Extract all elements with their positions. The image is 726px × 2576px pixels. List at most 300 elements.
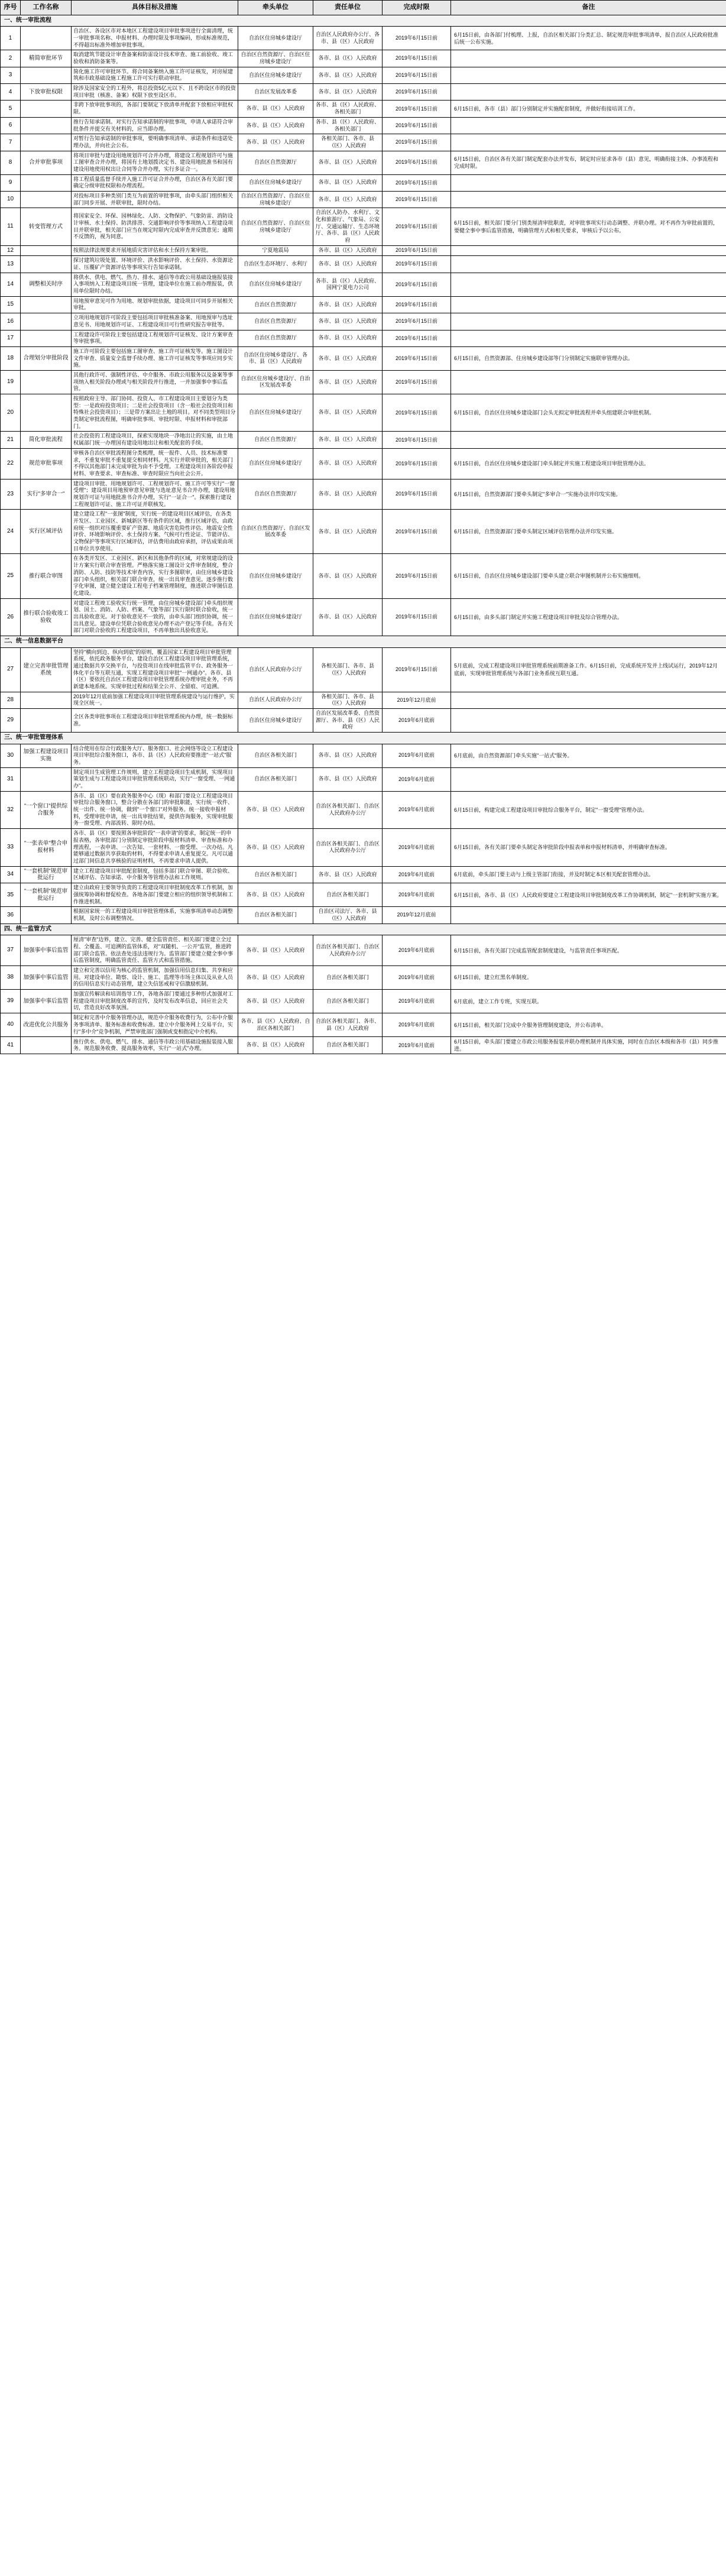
- row-lead-org: 各市、县（区）人民政府: [238, 829, 313, 866]
- table-row: [1, 84, 726, 101]
- row-responsible-org: 各市、县（区）人民政府: [313, 245, 383, 256]
- row-note: 6月15日前，由多头部门制定并实施工程建设项目审批及综合管理办法。: [451, 598, 726, 636]
- row-note: 6月15日前，相关部门完成中介服务管理制度建设，并公布清单。: [451, 1013, 726, 1037]
- table-row: [1, 27, 726, 50]
- row-work-name: [21, 1037, 72, 1054]
- table-row: [1, 117, 726, 134]
- row-note: 6月15日前，自治区住房城乡建设部门要牵头建立联合审图机制并公布实施细则。: [451, 554, 726, 598]
- row-responsible-org: 各市、县（区）人民政府: [313, 394, 383, 432]
- row-note: 6月底前，牵头部门要主动与上级主管部门衔接，并及时制定本区相关配套管理办法。: [451, 866, 726, 883]
- row-measure: 各市、县（区）要按照各审批阶段"一表申请"的要求，制定统一的申报表格，各审批部门分别制定审批阶段申报材料清单、审查标准和办理流程，一表申请、一次告知、一套材料、一窗受理、一次办结。凡能够通过数据共享获取的材料，不得要求申请人重复提交。凡可以通过部门间信息共享核验的证明材料，不再要求申请人提供。: [72, 829, 238, 866]
- section-header-row: [1, 15, 726, 27]
- table-row: [1, 907, 726, 924]
- table-row: [1, 50, 726, 67]
- document-page: [0, 0, 726, 1054]
- row-work-name: 加强事中事后监管: [21, 990, 72, 1013]
- row-note: [451, 174, 726, 191]
- header-note: 备注: [451, 1, 726, 15]
- row-deadline: 2019年6月15日前: [383, 273, 451, 296]
- row-responsible-org: 各市、县（区）人民政府: [313, 432, 383, 448]
- row-lead-org: 自治区各相关部门: [238, 744, 313, 767]
- row-measure: 制定项目生成管理工作规则，建立工程建设项目生成机制，实现项目策划生成与工程建设项目审批管理系统联动，实行"一窗受理、一网通办"。: [72, 767, 238, 791]
- table-row: [1, 966, 726, 990]
- row-deadline: 2019年6月底前: [383, 883, 451, 907]
- row-note: 6月15日前，各有关部门要牵头制定各审批阶段申报表单和申报材料清单，并明确审查标准。: [451, 829, 726, 866]
- header-name: 工作名称: [21, 1, 72, 15]
- row-num: 11: [1, 208, 21, 245]
- table-row: [1, 647, 726, 692]
- row-measure: 坚持"横向到边、纵向到底"的原则，覆盖国家工程建设项目审批管理系统，依托政务服务平台，建设自治区工程建设项目审批管理系统，通过数据共享交换平台，与投资项目在线审批监管平台、政务服务一体化平台等互联互通，实现工程建设项目审批"一网通办"。各市、县（区）要依托自治区工程建设项目审批管理系统办理审批业务，不再新建本地系统。实现审批过程和结果全公开、全留痕、可追溯。: [72, 647, 238, 692]
- table-body: [1, 15, 726, 1054]
- table-row: [1, 432, 726, 448]
- row-lead-org: 各市、县（区）人民政府: [238, 990, 313, 1013]
- row-measure: 2019年12月底前加强工程建设项目审批管理系统建设与运行维护，实现全区统一。: [72, 692, 238, 708]
- row-work-name: [21, 134, 72, 151]
- row-deadline: 2019年6月底前: [383, 935, 451, 966]
- row-responsible-org: 自治区人防办、水利厅、文化和旅游厅、气象局、公安厅、交通运输厅、生态环境厅、各市、县（区）人民政府: [313, 208, 383, 245]
- row-responsible-org: 各市、县（区）人民政府: [313, 50, 383, 67]
- row-num: 6: [1, 117, 21, 134]
- row-deadline: 2019年6月15日前: [383, 479, 451, 510]
- row-num: 38: [1, 966, 21, 990]
- row-lead-org: 自治区住房城乡建设厅: [238, 448, 313, 479]
- row-measure: 取消建筑节能设计审查备案和防雷设计技术审查、施工前验收、竣工验收和消防备案等。: [72, 50, 238, 67]
- row-note: [451, 296, 726, 313]
- row-num: 36: [1, 907, 21, 924]
- row-num: 13: [1, 256, 21, 273]
- row-lead-org: 自治区自然资源厅、自治区住房城乡建设厅: [238, 50, 313, 67]
- table-row: [1, 883, 726, 907]
- row-deadline: 2019年6月15日前: [383, 510, 451, 554]
- row-deadline: 2019年6月15日前: [383, 67, 451, 83]
- table-row: [1, 256, 726, 273]
- row-note: 6月15日前，由各部门付梳理、上报，自治区相关部门分类汇总、制定规范审批事项清单，报自治区人民政府批准后统一公布实施。: [451, 27, 726, 50]
- row-num: 22: [1, 448, 21, 479]
- row-lead-org: 自治区自然资源厅、自治区发展改革委: [238, 510, 313, 554]
- row-responsible-org: 各市、县（区）人民政府: [313, 554, 383, 598]
- row-responsible-org: 各市、县（区）人民政府: [313, 67, 383, 83]
- row-responsible-org: 各市、县（区）人民政府: [313, 479, 383, 510]
- row-responsible-org: 自治区各相关部门: [313, 883, 383, 907]
- row-responsible-org: 自治区各相关部门、各市、县（区）人民政府: [313, 1013, 383, 1037]
- row-measure: 其他行政许可、强制性评估、中介服务、市政公用服务以及备案等事项纳入相关阶段办理或与相关阶段并行推进，一并加强事中事后监管。: [72, 370, 238, 394]
- row-responsible-org: 各市、县（区）人民政府: [313, 346, 383, 370]
- row-responsible-org: 自治区发展改革委、自然资源厅、各市、县（区）人民政府: [313, 709, 383, 733]
- row-measure: 推行供水、供电、燃气、排水、通信等市政公用基础设施报装接入服务。规范服务收费、提高服务效率，实行"一站式"办理。: [72, 1037, 238, 1054]
- row-responsible-org: 自治区各相关部门: [313, 1037, 383, 1054]
- row-measure: 将国家安全、环保、园林绿化、人防、文物保护、气象防雷、消防设计审核、水土保持、防洪排涝、交通影响评价等事项纳入工程建设项目并联审批，相关部门应当在规定时限内完成审查并反馈意见；逾期不反馈的，视为同意。: [72, 208, 238, 245]
- row-note: 6月15日前，构建完成工程建设项目审批综合服务平台，制定"一窗受理"管理办法。: [451, 791, 726, 828]
- row-note: [451, 245, 726, 256]
- row-num: 18: [1, 346, 21, 370]
- row-num: 12: [1, 245, 21, 256]
- row-lead-org: 各市、县（区）人民政府: [238, 966, 313, 990]
- table-row: [1, 151, 726, 174]
- row-lead-org: 各市、县（区）人民政府: [238, 134, 313, 151]
- row-note: 6月15日前，自治区住房城乡建设部门牵头制定并实施工程建设项目审批管理办法。: [451, 448, 726, 479]
- row-note: 6月底前，建立工作专班，实现互联。: [451, 990, 726, 1013]
- header-date: 完成时限: [383, 1, 451, 15]
- row-work-name: 加强事中事后监管: [21, 935, 72, 966]
- row-work-name: 推行联合审图: [21, 554, 72, 598]
- row-deadline: 2019年6月底前: [383, 1013, 451, 1037]
- row-num: 2: [1, 50, 21, 67]
- row-measure: 根据国家统一的工程建设项目审批管理体系，实施事项清单动态调整机制，及时公布调整情况。: [72, 907, 238, 924]
- row-responsible-org: 各相关部门、各市、县（区）人民政府: [313, 647, 383, 692]
- row-responsible-org: 各市、县（区）人民政府: [313, 313, 383, 330]
- row-deadline: 2019年6月底前: [383, 1037, 451, 1054]
- row-measure: 建立由政府主要领导负责的工程建设项目审批制度改革工作机制，加强统筹协调和督促检查。各地各部门要建立相应的组织领导机制和工作推进机制。: [72, 883, 238, 907]
- row-lead-org: 自治区住房城乡建设厅: [238, 67, 313, 83]
- row-num: 21: [1, 432, 21, 448]
- row-work-name: 合并审批事项: [21, 151, 72, 174]
- row-measure: 建设项目审批、用地规划许可、工程规划许可、施工许可等实行"一窗受理"；建设项目用地预审意见审批与选址意见书合并办理，建设用地规划许可证与用地批准书合并办理，实行"一证合一"。探索推行建设工程规划许可证、施工许可证并联核发。: [72, 479, 238, 510]
- row-lead-org: 自治区自然资源厅: [238, 479, 313, 510]
- row-responsible-org: 自治区司法厅、各市、县（区）人民政府: [313, 907, 383, 924]
- row-measure: 对暂行告知承诺制的审批事项，要明确事项清单、承诺条件和违诺处理办法，并向社会公布。: [72, 134, 238, 151]
- row-deadline: 2019年12月底前: [383, 907, 451, 924]
- row-note: [451, 273, 726, 296]
- row-deadline: 2019年6月15日前: [383, 554, 451, 598]
- row-responsible-org: 各市、县（区）人民政府: [313, 866, 383, 883]
- row-work-name: [21, 174, 72, 191]
- row-deadline: 2019年6月15日前: [383, 432, 451, 448]
- table-row: [1, 479, 726, 510]
- row-work-name: 规范审批事项: [21, 448, 72, 479]
- row-work-name: 加强事中事后监管: [21, 966, 72, 990]
- row-measure: 按照法律法规要求开展地质灾害评估和水土保持方案审批。: [72, 245, 238, 256]
- row-work-name: "一套机制"规范审批运行: [21, 866, 72, 883]
- row-lead-org: 自治区各相关部门: [238, 907, 313, 924]
- row-note: 6月15日前，自然资源部门要牵头制定"多审合一"实施办法并印发实施。: [451, 479, 726, 510]
- row-note: 6月15日前，各有关部门完成监管配套制度建设，与监管责任事项匹配。: [451, 935, 726, 966]
- section-header-row: [1, 924, 726, 935]
- row-measure: 结合使用在综合行政服务大厅、服务窗口、社会网络等设立工程建设项目审批综合服务窗口，各市、县（区）人民政府要推进"一站式"服务。: [72, 744, 238, 767]
- row-deadline: 2019年6月15日前: [383, 192, 451, 208]
- row-deadline: 2019年6月15日前: [383, 346, 451, 370]
- row-lead-org: 自治区生态环境厅、水利厅: [238, 256, 313, 273]
- row-work-name: 合理划分审批阶段: [21, 346, 72, 370]
- row-responsible-org: 自治区各相关部门、自治区人民政府办公厅: [313, 935, 383, 966]
- row-note: [451, 330, 726, 346]
- row-responsible-org: 各市、县（区）人民政府: [313, 174, 383, 191]
- row-num: 19: [1, 370, 21, 394]
- table-row: [1, 829, 726, 866]
- row-lead-org: 自治区住房城乡建设厅: [238, 174, 313, 191]
- row-responsible-org: 各市、县（区）人民政府: [313, 744, 383, 767]
- row-num: 1: [1, 27, 21, 50]
- row-responsible-org: 各市、县（区）人民政府: [313, 192, 383, 208]
- row-deadline: 2019年6月15日前: [383, 84, 451, 101]
- row-work-name: 改进优化公共服务: [21, 1013, 72, 1037]
- header-row: [1, 1, 726, 15]
- row-measure: 工程建设许可阶段主要包括建设工程规划许可证核发、设计方案审查等审批事项。: [72, 330, 238, 346]
- row-deadline: 2019年6月15日前: [383, 50, 451, 67]
- row-work-name: 调整相关时序: [21, 273, 72, 296]
- row-num: 26: [1, 598, 21, 636]
- table-row: [1, 510, 726, 554]
- row-work-name: 简化审批流程: [21, 432, 72, 448]
- section-title: 二、统一信息数据平台: [1, 636, 726, 648]
- table-row: [1, 313, 726, 330]
- row-lead-org: 自治区住房城乡建设厅: [238, 27, 313, 50]
- row-measure: 用地预审意见可作为用地、规划审批依据，建设项目可同步开展相关审批。: [72, 296, 238, 313]
- table-row: [1, 709, 726, 733]
- row-lead-org: 各市、县（区）人民政府、自治区各相关部门: [238, 1013, 313, 1037]
- row-lead-org: 各市、县（区）人民政府: [238, 101, 313, 117]
- row-responsible-org: 各市、县（区）人民政府: [313, 370, 383, 394]
- row-num: 4: [1, 84, 21, 101]
- row-deadline: 2019年6月15日前: [383, 296, 451, 313]
- row-work-name: [21, 245, 72, 256]
- row-deadline: 2019年6月15日前: [383, 174, 451, 191]
- row-num: 30: [1, 744, 21, 767]
- table-row: [1, 174, 726, 191]
- table-row: [1, 273, 726, 296]
- row-lead-org: 各市、县（区）人民政府: [238, 117, 313, 134]
- row-work-name: [21, 692, 72, 708]
- table-row: [1, 744, 726, 767]
- row-lead-org: 自治区各相关部门: [238, 767, 313, 791]
- row-deadline: 2019年6月底前: [383, 709, 451, 733]
- row-num: 9: [1, 174, 21, 191]
- row-note: [451, 709, 726, 733]
- row-measure: 在各类开发区、工业园区、新区和其他条件的区域，对常规建设的设计方案实行联合审查管理。严格落实施工图设计文件审查制度，整合消防、人防、技防等技术审查内容，实行多图联审，由住房城乡建设部门牵头组织，相关部门联合审查，统一出具审查意见。逐步推行数字化审图，建立健全建设工程电子档案管理制度，推进联合审图信息化建设。: [72, 554, 238, 598]
- row-work-name: [21, 27, 72, 50]
- row-work-name: [21, 907, 72, 924]
- row-work-name: [21, 192, 72, 208]
- row-measure: 全区各类审批事项在工程建设项目审批管理系统内办理，统一数据标准。: [72, 709, 238, 733]
- row-deadline: 2019年6月15日前: [383, 330, 451, 346]
- row-measure: 厘清"审查"边界，建立、完善、健全监管责任、相关部门要建立全过程、全覆盖、可追溯的监管体系，对"双随机、一公开"监管，推进跨部门联合监管。依法查处违法违规行为。监管部门要建立健全事中事后监管制度，明确监管责任、监管方式和监管措施。: [72, 935, 238, 966]
- row-deadline: 2019年6月15日前: [383, 647, 451, 692]
- row-work-name: [21, 117, 72, 134]
- row-num: 17: [1, 330, 21, 346]
- table-header: [1, 1, 726, 15]
- row-lead-org: 自治区自然资源厅、自治区住房城乡建设厅: [238, 192, 313, 208]
- row-lead-org: 自治区自然资源厅: [238, 296, 313, 313]
- row-work-name: "一张表单"整合申报材料: [21, 829, 72, 866]
- table-row: [1, 791, 726, 828]
- row-lead-org: 自治区自然资源厅: [238, 432, 313, 448]
- row-responsible-org: 各市、县（区）人民政府: [313, 598, 383, 636]
- table-row: [1, 346, 726, 370]
- row-lead-org: 自治区发展改革委: [238, 84, 313, 101]
- row-num: 7: [1, 134, 21, 151]
- section-header-row: [1, 733, 726, 744]
- row-deadline: 2019年6月底前: [383, 767, 451, 791]
- table-row: [1, 134, 726, 151]
- row-lead-org: 自治区住房城乡建设厅: [238, 709, 313, 733]
- row-num: 37: [1, 935, 21, 966]
- row-num: 34: [1, 866, 21, 883]
- table-row: [1, 1013, 726, 1037]
- row-measure: 建立和完善以信用为核心的监管机制，加强信用信息归集、共享和应用。对建设单位、勘察、设计、施工、监理等市场主体以及从业人员的信用信息实行动态管理，建立失信惩戒和守信激励机制。: [72, 966, 238, 990]
- row-lead-org: 自治区自然资源厅: [238, 151, 313, 174]
- row-lead-org: 各市、县（区）人民政府: [238, 883, 313, 907]
- header-resp: 责任单位: [313, 1, 383, 15]
- row-num: 10: [1, 192, 21, 208]
- row-note: [451, 117, 726, 134]
- row-num: 39: [1, 990, 21, 1013]
- row-work-name: [21, 767, 72, 791]
- row-measure: 审核各自治区审批流程图分类梳理，统一报件、人员、技术标准要求，不重复审批不重复提交相同材料。凡实行并联审批的，相关部门不得以其他部门未完成审批为由不予受理。工程建设项目各阶段申报材料、审查要求、审查标准、审查时限应当向社会公开。: [72, 448, 238, 479]
- row-measure: 探讨建筑垃圾处置、环境评价、洪水影响评价、水土保持、水资源论证、压覆矿产资源评估等事项实行告知承诺制。: [72, 256, 238, 273]
- row-note: [451, 370, 726, 394]
- row-work-name: [21, 330, 72, 346]
- row-work-name: 建立完善审批管理系统: [21, 647, 72, 692]
- row-num: 32: [1, 791, 21, 828]
- row-note: 6月15日前，自治区住房城乡建设部门会头无拟定审批流程并牵头组建联合审批机制。: [451, 394, 726, 432]
- row-measure: 制定和完善中介服务管理办法，规范中介服务收费行为，公布中介服务事项清单、服务标准和收费标准。建立中介服务网上交易平台，实行"多中介"竞争机制，严禁审批部门强制或变相指定中介机构。: [72, 1013, 238, 1037]
- row-responsible-org: 各市、县（区）人民政府: [313, 84, 383, 101]
- row-responsible-org: 各市、县（区）人民政府: [313, 256, 383, 273]
- row-measure: 将工程质量监督手续并入施工许可证合并办理，自治区各有关部门要确定分级审批权限和办理流程。: [72, 174, 238, 191]
- row-responsible-org: 自治区人民政府办公厅、各市、县（区）人民政府: [313, 27, 383, 50]
- row-note: 6月15日前，自然资源部、住房城乡建设部等门分别制定实施联审管理办法。: [451, 346, 726, 370]
- row-responsible-org: 各市、县（区）人民政府: [313, 151, 383, 174]
- row-lead-org: 各市、县（区）人民政府: [238, 791, 313, 828]
- row-deadline: 2019年6月底前: [383, 744, 451, 767]
- header-org: 牵头单位: [238, 1, 313, 15]
- row-measure: 加强宣传解读和培训指导工作，各地各部门要通过多种形式加强对工程建设项目审批制度改革的宣传，及时发布改革信息，回应社会关切，营造良好改革氛围。: [72, 990, 238, 1013]
- row-work-name: 实行区域评估: [21, 510, 72, 554]
- row-work-name: [21, 256, 72, 273]
- row-note: 5月底前，完成工程建设项目审批管理系统前期准备工作。6月15日前，完成系统开发并上线试运行，2019年12月底前，实现审批管理系统与各部门业务系统互联互通。: [451, 647, 726, 692]
- row-deadline: 2019年6月底前: [383, 791, 451, 828]
- row-responsible-org: 自治区各相关部门、自治区人民政府办公厅: [313, 829, 383, 866]
- row-work-name: [21, 313, 72, 330]
- row-num: 5: [1, 101, 21, 117]
- row-deadline: 2019年6月15日前: [383, 208, 451, 245]
- row-deadline: 2019年6月15日前: [383, 245, 451, 256]
- row-note: 6月15日前，自然资源部门要牵头制定区域评估管理办法并印发实施。: [451, 510, 726, 554]
- table-row: [1, 1037, 726, 1054]
- row-work-name: [21, 101, 72, 117]
- row-deadline: 2019年6月15日前: [383, 256, 451, 273]
- row-note: 6月15日前，相关部门要分门别类厘清审批职责，对审批事项实行动态调整、并联办理。对不再作为审批前置的，要健全事中事后监管措施，明确管理方式和相关要求，审核后予以公布。: [451, 208, 726, 245]
- row-note: [451, 192, 726, 208]
- table-row: [1, 245, 726, 256]
- row-lead-org: 自治区人民政府办公厅: [238, 692, 313, 708]
- row-deadline: 2019年6月底前: [383, 866, 451, 883]
- row-work-name: [21, 67, 72, 83]
- row-work-name: [21, 709, 72, 733]
- row-note: [451, 134, 726, 151]
- row-measure: 将供水、供电、燃气、热力、排水、通信等市政公用基础设施报装接入事项纳入工程建设项目统一管理，建设单位在施工前办理报装，供用单位限时办结。: [72, 273, 238, 296]
- row-note: [451, 767, 726, 791]
- row-num: 15: [1, 296, 21, 313]
- row-num: 8: [1, 151, 21, 174]
- table-row: [1, 67, 726, 83]
- table-row: [1, 394, 726, 432]
- row-measure: 除涉及国家安全的工程外，将总投资5亿元以下、且不跨设区市的投资项目审批（核准、备案）权限下放至设区市。: [72, 84, 238, 101]
- row-num: 41: [1, 1037, 21, 1054]
- row-lead-org: 自治区住房城乡建设厅、自治区发展改革委: [238, 370, 313, 394]
- row-work-name: 下放审批权限: [21, 84, 72, 101]
- section-title: 一、统一审批流程: [1, 15, 726, 27]
- table-row: [1, 598, 726, 636]
- row-measure: 推行告知承诺制。对实行告知承诺制的审批事项，申请人承诺符合审批条件并提交有关材料的，应当即办理。: [72, 117, 238, 134]
- row-measure: 施工许可阶段主要包括施工图审查、施工许可证核发等。施工图设计文件审查、质量安全监督手续办理、施工许可证核发等事项应同步实施。: [72, 346, 238, 370]
- table-row: [1, 767, 726, 791]
- row-deadline: 2019年6月15日前: [383, 117, 451, 134]
- row-deadline: 2019年6月15日前: [383, 101, 451, 117]
- row-responsible-org: 各相关部门、各市、县（区）人民政府: [313, 134, 383, 151]
- row-deadline: 2019年6月15日前: [383, 134, 451, 151]
- row-measure: 建立工程建设项目审批配套制度，包括多部门联合审图、联合验收、区域评估、告知承诺、中介服务等管理办法和工作规则。: [72, 866, 238, 883]
- row-measure: 社会投资的工程建设项目，探索实现地块一净地出让的实施，由土地权属部门统一办理国有建设用地出让和相关配套的手续。: [72, 432, 238, 448]
- table-row: [1, 101, 726, 117]
- row-deadline: 2019年6月15日前: [383, 448, 451, 479]
- header-num: 序号: [1, 1, 21, 15]
- row-note: [451, 84, 726, 101]
- row-note: [451, 692, 726, 708]
- row-num: 35: [1, 883, 21, 907]
- row-deadline: 2019年6月15日前: [383, 27, 451, 50]
- table-row: [1, 192, 726, 208]
- row-deadline: 2019年12月底前: [383, 692, 451, 708]
- row-responsible-org: 自治区各相关部门: [313, 990, 383, 1013]
- row-note: 6月底前，由自然资源部门牵头实施"一站式"服务。: [451, 744, 726, 767]
- table-row: [1, 866, 726, 883]
- row-num: 14: [1, 273, 21, 296]
- row-lead-org: 自治区自然资源厅: [238, 313, 313, 330]
- row-deadline: 2019年6月15日前: [383, 598, 451, 636]
- row-lead-org: 宁夏地震局: [238, 245, 313, 256]
- row-measure: 将项目审批与建设用地规划许可合并办理，将建设工程规划许可与施工图审查合并办理，将国有土地划拨决定书、建设用地批准书和国有建设用地使用权出让合同等合并办理，实行多证合一。: [72, 151, 238, 174]
- table-row: [1, 208, 726, 245]
- row-responsible-org: 各市、县（区）人民政府: [313, 510, 383, 554]
- row-work-name: "一套机制"规范审批运行: [21, 883, 72, 907]
- row-note: [451, 256, 726, 273]
- row-responsible-org: 各市、县（区）人民政府: [313, 330, 383, 346]
- row-note: [451, 67, 726, 83]
- row-deadline: 2019年6月底前: [383, 990, 451, 1013]
- row-num: 23: [1, 479, 21, 510]
- row-lead-org: 自治区人民政府办公厅: [238, 647, 313, 692]
- row-measure: 建立建设工程"一张图"制度，实行统一的建设项目区域评估，在各类开发区、工业园区、新城新区等有条件的区域，推行区域评估，由政府统一组织对压覆重要矿产资源、地质灾害危险性评估、地震安全性评价、环境影响评价、水土保持方案、气候可行性论证、节能评估、文物保护等事项实行区域评估，评估费用由政府承担，评估成果由项目单位共享使用。: [72, 510, 238, 554]
- row-num: 27: [1, 647, 21, 692]
- section-title: 四、统一监管方式: [1, 924, 726, 935]
- row-num: 25: [1, 554, 21, 598]
- row-deadline: 2019年6月15日前: [383, 394, 451, 432]
- row-lead-org: 自治区住房城乡建设厅: [238, 273, 313, 296]
- row-lead-org: 自治区自然资源厅: [238, 330, 313, 346]
- row-note: 6月15日前，各市、县（区）人民政府要建立工程建设项目审批制度改革工作协调机制，制定"一套机制"实施方案。: [451, 883, 726, 907]
- row-work-name: 加强工程建设项目实施: [21, 744, 72, 767]
- header-measure: 具体目标及措施: [72, 1, 238, 15]
- row-note: 6月15日前，牵头部门要建立市政公用服务报装并联办理机制并具体实施，同时在自治区本级和各市（县）同步推进。: [451, 1037, 726, 1054]
- row-num: 33: [1, 829, 21, 866]
- row-lead-org: 自治区各相关部门: [238, 866, 313, 883]
- row-measure: 自治区、各设区市对本地区工程建设项目审批事项进行全面清理，统一审批事项名称、申报材料、办理时限及事项编码，形成标准规范，不得超出标准外增加审批事项。: [72, 27, 238, 50]
- row-lead-org: 各市、县（区）人民政府: [238, 1037, 313, 1054]
- row-num: 3: [1, 67, 21, 83]
- row-note: [451, 432, 726, 448]
- table-row: [1, 448, 726, 479]
- row-responsible-org: 自治区各相关部门: [313, 966, 383, 990]
- row-responsible-org: 各市、县（区）人民政府: [313, 448, 383, 479]
- row-deadline: 2019年6月15日前: [383, 151, 451, 174]
- row-work-name: 精简审批环节: [21, 50, 72, 67]
- row-deadline: 2019年6月底前: [383, 966, 451, 990]
- row-num: 28: [1, 692, 21, 708]
- row-num: 20: [1, 394, 21, 432]
- table-row: [1, 990, 726, 1013]
- section-title: 三、统一审批管理体系: [1, 733, 726, 744]
- row-measure: 对建设工程竣工验收实行统一管理，由住房城乡建设部门牵头组织规划、国土、消防、人防、档案、气象等部门实行限时联合验收，统一出具验收意见。对于验收意见不一致的，由牵头部门组织协调，统一出具意见。建设单位凭联合验收意见办理不动产登记等手续。各有关部门对联合验收的工程建设项目，不再单独出具验收意见。: [72, 598, 238, 636]
